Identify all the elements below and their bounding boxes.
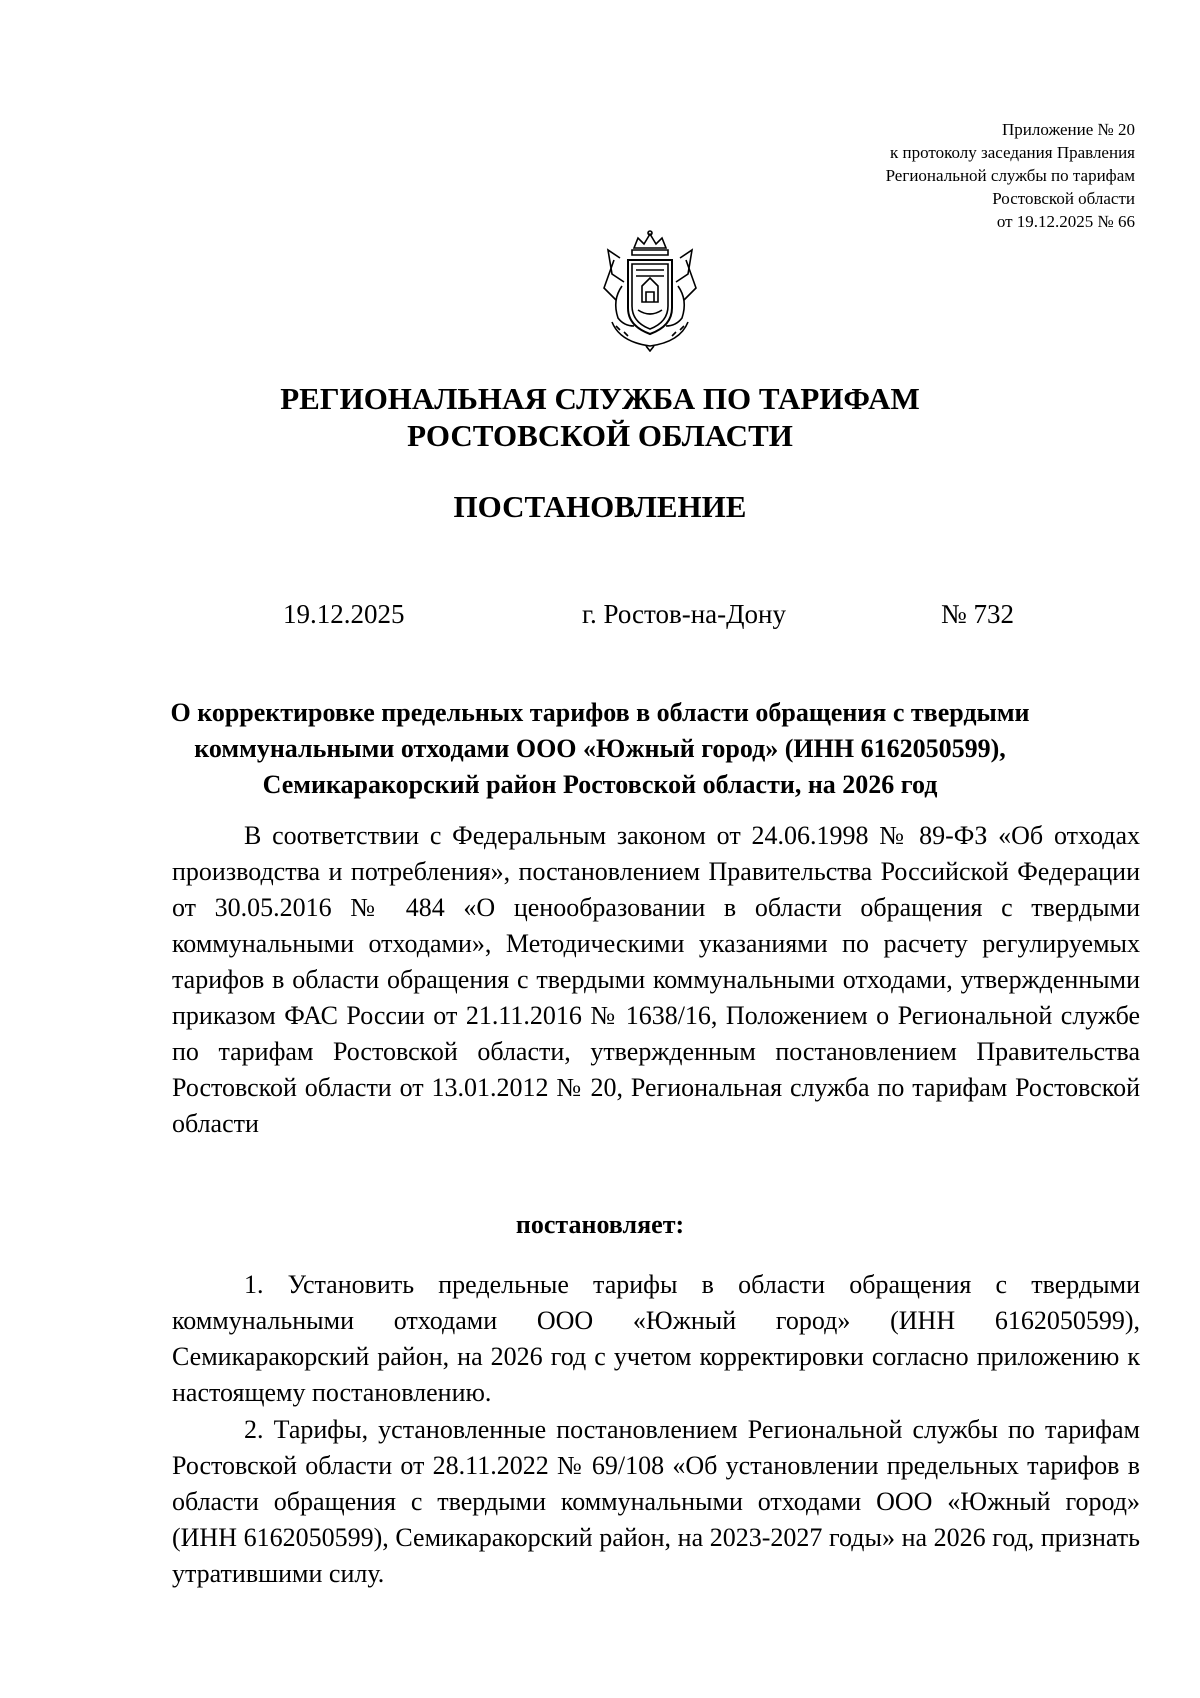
subject-line: Семикаракорский район Ростовской области, на 2026 год — [262, 770, 938, 799]
item-2-paragraph: 2. Тарифы, установленные постановлением Региональной службы по тарифам Ростовской области от 28.11.2022 № 69/108 «Об установлении предельных тарифов в области обращения с твердыми коммунальными отходами ООО «Южный город» (ИНН 6162050599), Семикаракорский район, на 2023-2027 годы» на 2026 год, признать утратившими силу. — [172, 1415, 1140, 1588]
document-number: № 732 — [941, 599, 1015, 629]
agency-name — [0, 380, 1200, 454]
document-city: г. Ростов-на-Дону — [582, 599, 787, 629]
appendix-line: Приложение № 20 — [1002, 120, 1135, 139]
preamble-paragraph: В соответствии с Федеральным законом от 24.06.1998 № 89-ФЗ «Об отходах производства и потребления», постановлением Правительства Российской Федерации от 30.05.2016 № 484 «О ценообразовании в области обращения с твердыми коммунальными отходами», Методическими указаниями по расчету регулируемых тарифов в области обращения с твердыми коммунальными отходами, утвержденными приказом ФАС России от 21.11.2016 № 1638/16, Положением о Региональной службе по тарифам Ростовской области, утвержденным постановлением Правительства Ростовской области от 13.01.2012 № 20, Региональная служба по тарифам Ростовской области — [172, 821, 1140, 1138]
appendix-line: к протоколу заседания Правления — [890, 143, 1135, 162]
appendix-note — [886, 118, 1135, 233]
document-subject — [150, 695, 1050, 803]
subject-line: коммунальными отходами ООО «Южный город» (ИНН 6162050599), — [194, 734, 1006, 763]
document-date: 19.12.2025 — [283, 599, 405, 629]
decree-word: постановляет: — [515, 1210, 685, 1239]
document-type: ПОСТАНОВЛЕНИЕ — [453, 489, 747, 524]
appendix-line: от 19.12.2025 № 66 — [996, 212, 1135, 231]
appendix-line: Ростовской области — [992, 189, 1135, 208]
appendix-line: Региональной службы по тарифам — [885, 166, 1135, 185]
item-1-paragraph: 1. Установить предельные тарифы в области обращения с твердыми коммунальными отходами ООО «Южный город» (ИНН 6162050599), Семикаракорский район, на 2026 год с учетом корректировки согласно приложению к настоящему постановлению. — [172, 1270, 1140, 1407]
subject-line: О корректировке предельных тарифов в области обращения с твердыми — [170, 698, 1030, 727]
agency-line: РЕГИОНАЛЬНАЯ СЛУЖБА ПО ТАРИФАМ — [280, 381, 920, 416]
coat-of-arms-icon — [590, 230, 710, 352]
agency-line: РОСТОВСКОЙ ОБЛАСТИ — [407, 418, 793, 453]
